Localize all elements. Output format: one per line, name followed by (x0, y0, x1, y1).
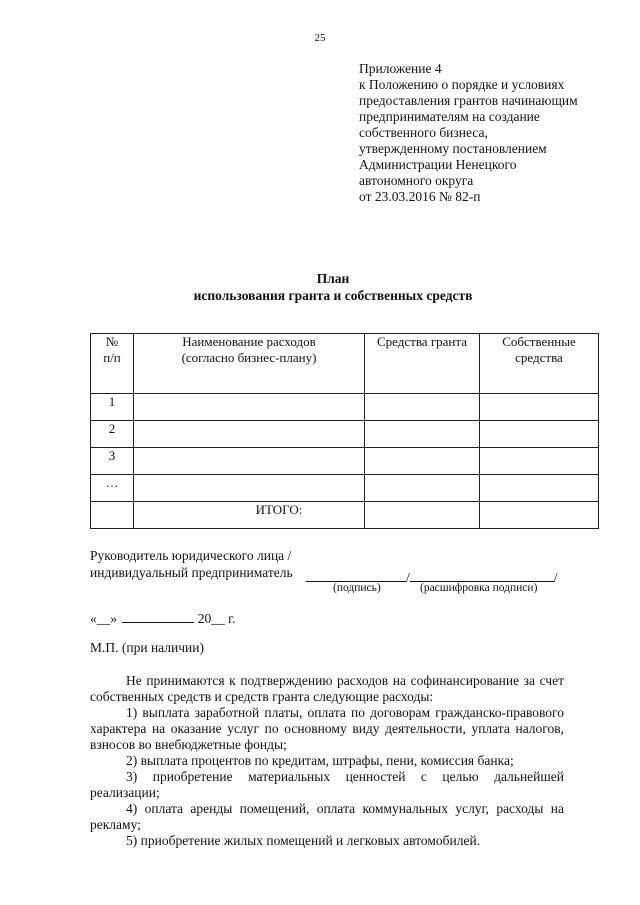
date-year: 20__ г. (197, 611, 236, 626)
signer-line2: индивидуальный предприниматель (90, 565, 293, 580)
notes-item: 1) выплата заработной платы, оплата по договорам гражданско-правового характера на оказание услуг по основному виду деятельности, уплата налогов, взносов во внебюджетные фонды; (90, 705, 564, 752)
caption-signature: (подпись) (333, 582, 381, 594)
header-own (480, 334, 599, 394)
stamp-label: М.П. (при наличии) (90, 640, 204, 655)
caption-decode: (расшифровка подписи) (420, 582, 538, 594)
total-num-cell (91, 502, 134, 529)
appendix-line: предпринимателям на создание (359, 109, 540, 124)
decode-underline (410, 567, 554, 582)
plan-title (0, 270, 640, 304)
header-grant (365, 334, 480, 394)
appendix-line: к Положению о порядке и условиях (359, 77, 565, 92)
plan-title-line2: использования гранта и собственных средств (193, 288, 473, 303)
row-grant-cell (365, 475, 480, 502)
header-num-line2: п/п (103, 350, 121, 365)
total-grant-cell (365, 502, 480, 529)
signature-underline (306, 567, 406, 582)
total-own-cell (480, 502, 599, 529)
date-line (90, 608, 236, 627)
notes-item: 4) оплата аренды помещений, оплата коммунальных услуг, расходы на рекламу; (90, 801, 564, 832)
appendix-block (359, 61, 578, 205)
total-label: ИТОГО: (134, 502, 365, 529)
table-row (91, 421, 599, 448)
row-own-cell (480, 421, 599, 448)
notes-item: 3) приобретение материальных ценностей с целью дальнейшей реализации; (90, 769, 564, 800)
header-own-line2: средства (515, 350, 563, 365)
date-month-underline (122, 608, 194, 623)
row-own-cell (480, 475, 599, 502)
header-num-line1: № (105, 334, 119, 349)
header-name-line2: (согласно бизнес-плану) (181, 350, 317, 365)
row-num: … (91, 475, 134, 502)
row-grant-cell (365, 448, 480, 475)
appendix-line: от 23.03.2016 № 82-п (359, 189, 481, 204)
row-grant-cell (365, 394, 480, 421)
header-name (134, 334, 365, 394)
notes-item: 5) приобретение жилых помещений и легковых автомобилей. (126, 833, 481, 848)
page-number: 25 (314, 32, 326, 44)
date-day: «__» (90, 611, 117, 626)
appendix-line: автономного округа (359, 173, 474, 188)
appendix-line: Администрации Ненецкого (359, 157, 517, 172)
row-num: 3 (91, 448, 134, 475)
appendix-line: предоставления грантов начинающим (359, 93, 578, 108)
signer-line1: Руководитель юридического лица / (90, 548, 292, 563)
table-row (91, 394, 599, 421)
table-header-row (91, 334, 599, 394)
appendix-line: собственного бизнеса, (359, 125, 488, 140)
row-name-cell (134, 475, 365, 502)
signature-slash: / (406, 570, 410, 585)
notes-block (90, 673, 564, 849)
table-row (91, 475, 599, 502)
row-name-cell (134, 448, 365, 475)
row-name-cell (134, 394, 365, 421)
notes-item: 2) выплата процентов по кредитам, штрафы, пени, комиссия банка; (126, 753, 514, 768)
plan-title-line1: План (316, 271, 350, 286)
row-own-cell (480, 394, 599, 421)
row-num: 2 (91, 421, 134, 448)
total-row (91, 502, 599, 529)
appendix-line: утвержденному постановлением (359, 141, 547, 156)
header-num (91, 334, 134, 394)
signer-label (90, 547, 293, 581)
expense-table (90, 333, 599, 529)
header-grant-text: Средства гранта (377, 334, 467, 349)
row-grant-cell (365, 421, 480, 448)
row-own-cell (480, 448, 599, 475)
row-name-cell (134, 421, 365, 448)
appendix-line: Приложение 4 (359, 61, 442, 76)
table-row (91, 448, 599, 475)
decode-slash: / (553, 570, 558, 585)
header-own-line1: Собственные (502, 334, 576, 349)
notes-intro: Не принимаются к подтверждению расходов на софинансирование за счет собственных средств и средств гранта следующие расходы: (90, 673, 564, 704)
header-name-line1: Наименование расходов (182, 334, 316, 349)
row-num: 1 (91, 394, 134, 421)
